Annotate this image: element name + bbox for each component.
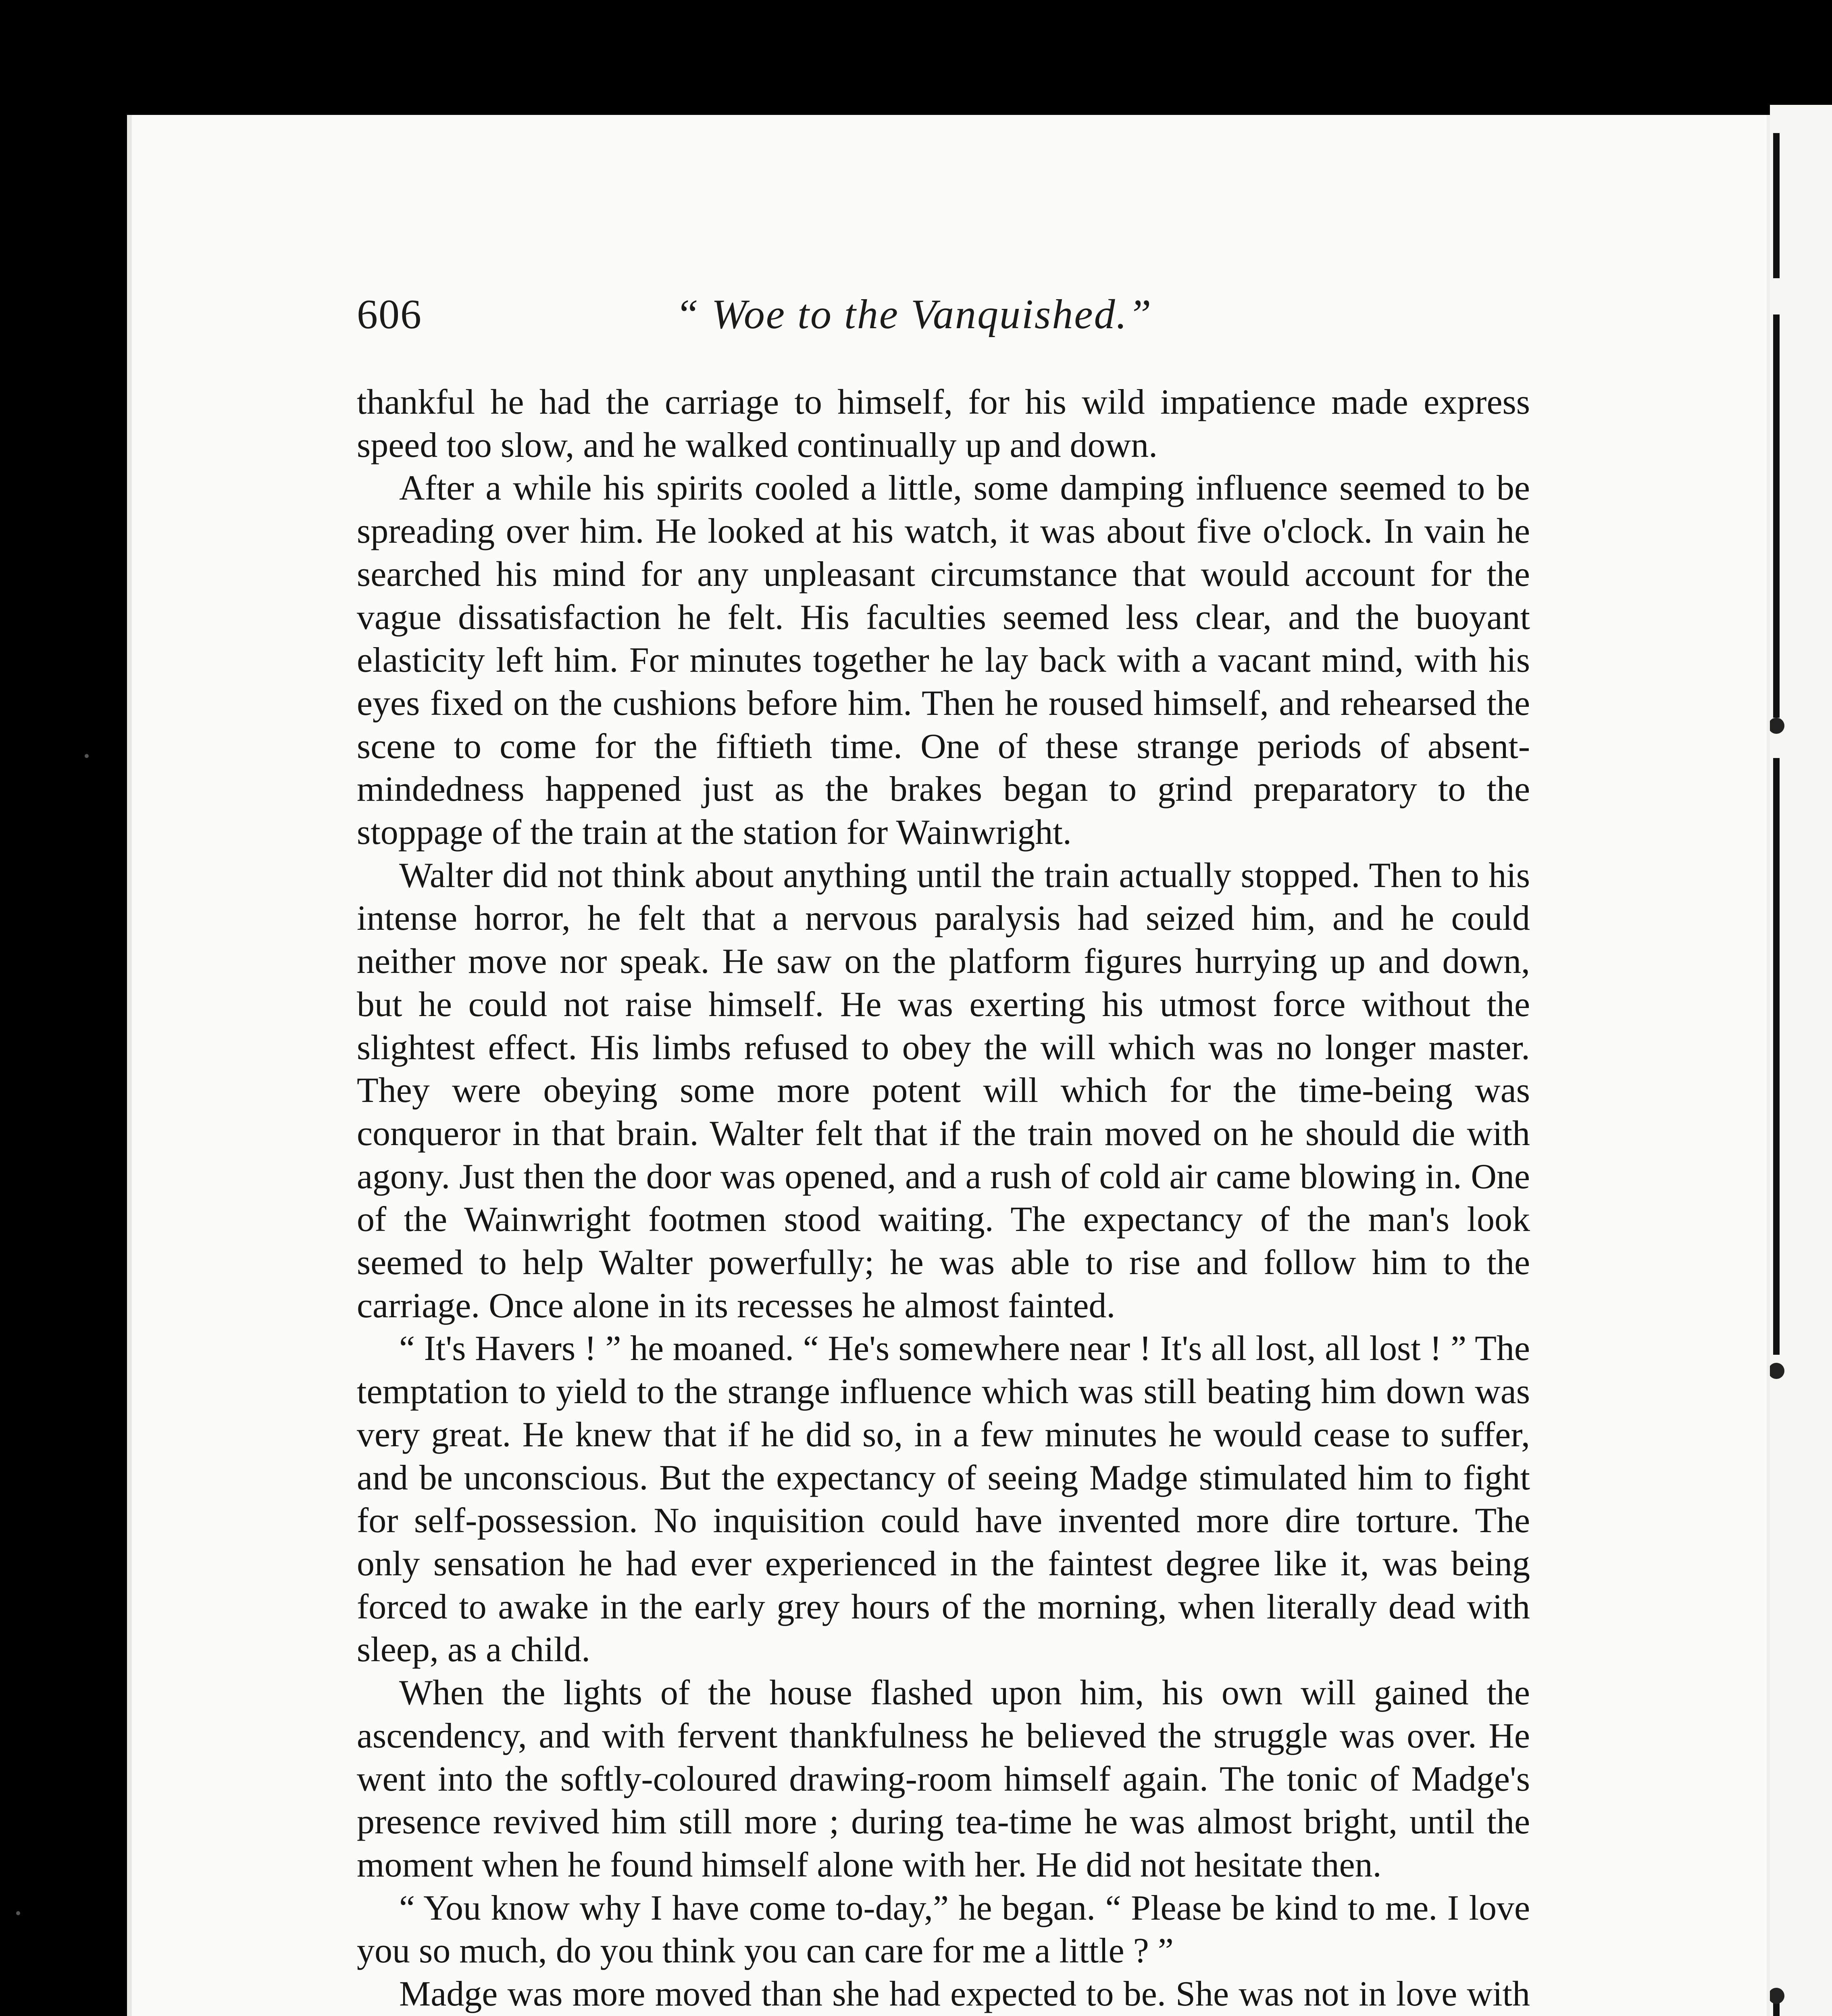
chapter-title: “ Woe to the Vanquished.” xyxy=(675,291,1153,337)
spine-binding-segment xyxy=(1773,314,1780,718)
paragraph: “ You know why I have come to-day,” he began. “ Please be kind to me. I love you so much, do you think you can care for me a little ? ” xyxy=(357,1888,1530,1971)
spine-binding-segment xyxy=(1773,758,1780,1355)
body-text xyxy=(357,381,1530,2016)
spine-stitch-knot xyxy=(1768,1363,1784,1379)
paragraph: When the lights of the house flashed upon him, his own will gained the ascendency, and with fervent thankfulness he believed the struggle was over. He went into the softly-coloured drawing-room himself again. The tonic of Madge's presence revived him still more ; during tea-time he was almost bright, until the moment when he found himself alone with her. He did not hesitate then. xyxy=(357,1673,1530,1885)
paragraph: thankful he had the carriage to himself, for his wild impatience made express speed too slow, and he walked continually up and down. xyxy=(357,383,1530,465)
page-number: 606 xyxy=(357,291,422,337)
spine-stitch-knot xyxy=(1768,1988,1784,2004)
scan-speck xyxy=(85,754,89,758)
paragraph: Walter did not think about anything until the train actually stopped. Then to his intense horror, he felt that a nervous paralysis had seized him, and he could neither move nor speak. He saw on the platform figures hurrying up and down, but he could not raise himself. He was exerting his utmost force without the slightest effect. His limbs refused to obey the will which was no longer master. They were obeying some more potent will which for the time-being was conqueror in that brain. Walter felt that if the train moved on he should die with agony. Just then the door was opened, and a rush of cold air came blowing in. One of the Wainwright footmen stood waiting. The expectancy of the man's look seemed to help Walter powerfully; he was able to rise and follow him to the carriage. Once alone in its recesses he almost fainted. xyxy=(357,856,1530,1325)
scan-speck xyxy=(16,1911,20,1915)
spine-binding-segment xyxy=(1773,133,1780,278)
paragraph: Madge was more moved than she had expected to be. She was not in love with xyxy=(399,1974,1530,2014)
spine-stitch-knot xyxy=(1768,718,1784,734)
paragraph: After a while his spirits cooled a little, some damping influence seemed to be spreading over him. He looked at his watch, it was about five o'clock. In vain he searched his mind for any unpleasant circumstance that would account for the vague dissatisfaction he felt. His faculties seemed less clear, and the buoyant elasticity left him. For minutes together he lay back with a vacant mind, with his eyes fixed on the cushions before him. Then he roused himself, and rehearsed the scene to come for the fiftieth time. One of these strange periods of absent-mindedness happened just as the brakes began to grind preparatory to the stoppage of the train at the station for Wainwright. xyxy=(357,469,1530,852)
paragraph: “ It's Havers ! ” he moaned. “ He's somewhere near ! It's all lost, all lost ! ” The temptation to yield to the strange influence which was still beating him down was very great. He knew that if he did so, in a few minutes he would cease to suffer, and be unconscious. But the expectancy of seeing Madge stimulated him to fight for self-possession. No inquisition could have invented more dire torture. The only sensation he had ever experienced in the faintest degree like it, was being forced to awake in the early grey hours of the morning, when literally dead with sleep, as a child. xyxy=(357,1329,1530,1670)
running-head xyxy=(357,290,1530,343)
